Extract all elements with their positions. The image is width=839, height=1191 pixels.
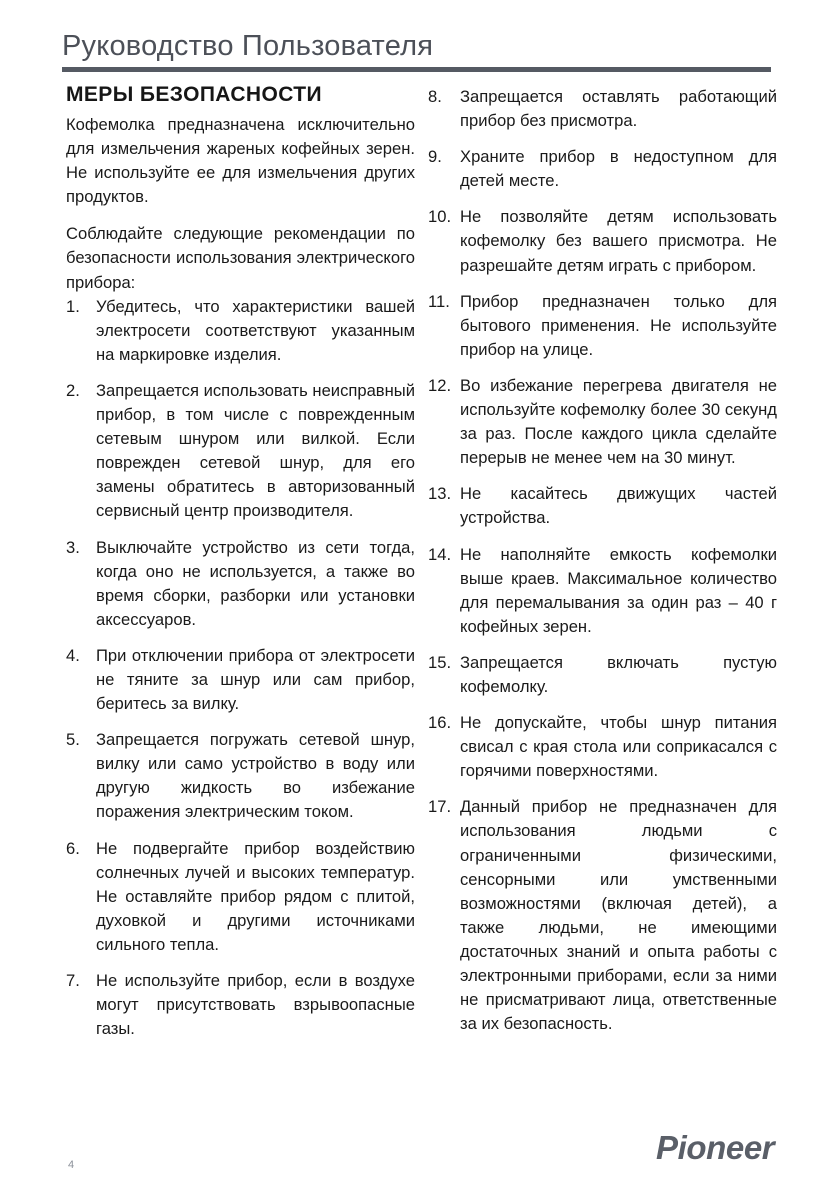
list-item-text: Выключайте устройство из сети тогда, когда оно не используется, а также во время сборки, разборки или установки аксессуаров.	[96, 537, 415, 629]
list-item-text: Запрещается погружать сетевой шнур, вилку или само устройство в воду или другую жидкость во избежание поражения электрическим током.	[96, 730, 415, 822]
list-item	[428, 795, 777, 1036]
list-item	[66, 536, 415, 632]
list-item-text: Не допускайте, чтобы шнур питания свисал с края стола или соприкасался с горячими поверхностями.	[460, 713, 777, 781]
list-item	[428, 651, 777, 699]
list-item-number: 8.	[428, 87, 442, 106]
list-item-text: Прибор предназначен только для бытового применения. Не используйте прибор на улице.	[460, 291, 777, 359]
list-item-text: Убедитесь, что характеристики вашей электросети соответствуют указанным на маркировке изделия.	[96, 296, 415, 364]
list-item	[428, 290, 777, 362]
page-title: Руководство Пользователя	[62, 30, 434, 62]
list-item-number: 4.	[66, 645, 80, 665]
list-item-text: Не используйте прибор, если в воздухе могут присутствовать взрывоопасные газы.	[96, 971, 415, 1039]
list-item	[66, 644, 415, 716]
list-item-text: Запрещается использовать неисправный прибор, в том числе с поврежденным сетевым шнуром или вилкой. Если поврежден сетевой шнур, для его замены обратитесь в авторизованный сервисный центр производителя.	[96, 380, 415, 521]
page-header	[62, 28, 772, 72]
right-column	[428, 85, 777, 1036]
list-item-number: 17.	[428, 797, 452, 817]
list-item	[428, 145, 777, 193]
list-item	[428, 482, 777, 530]
list-item	[66, 837, 415, 957]
intro-paragraph: Соблюдайте следующие рекомендации по безопасности использования электрического прибора:	[66, 224, 415, 292]
list-item-number: 3.	[66, 537, 80, 557]
list-item	[66, 969, 415, 1041]
list-item-number: 9.	[428, 147, 442, 167]
section-heading: МЕРЫ БЕЗОПАСНОСТИ	[66, 83, 322, 106]
list-item	[66, 728, 415, 824]
list-item-text: Данный прибор не предназначен для использования людьми с ограниченными физическими, сенсорными или умственными возможностями (включая детей), а также людьми, не имеющими достаточных знаний и опыта работы с электронными приборами, если за ними не присматривают лица, ответственные за их безопасность.	[460, 797, 777, 1034]
list-item	[428, 374, 777, 470]
list-item	[428, 711, 777, 783]
list-item-number: 10.	[428, 207, 452, 227]
list-item	[66, 295, 415, 367]
safety-list-right	[428, 85, 777, 1036]
list-item-number: 16.	[428, 713, 452, 733]
list-item-text: Не наполняйте емкость кофемолки выше краев. Максимальное количество для перемалывания за один раз – 40 г кофейных зерен.	[460, 544, 777, 636]
list-item-number: 1.	[66, 296, 80, 316]
intro-paragraphs	[66, 113, 415, 295]
list-item-text: Не подвергайте прибор воздействию солнечных лучей и высоких температур. Не оставляйте прибор рядом с плитой, духовкой и другими источниками сильного тепла.	[96, 838, 415, 954]
list-item-text: Во избежание перегрева двигателя не используйте кофемолку более 30 секунд за раз. После каждого цикла сделайте перерыв не менее чем на 30 минут.	[460, 375, 777, 468]
list-item	[66, 379, 415, 524]
list-item-text: Запрещается оставлять работающий прибор без присмотра.	[460, 87, 777, 131]
page-number: 4	[68, 1159, 75, 1171]
list-item-number: 12.	[428, 375, 452, 395]
header-divider	[62, 67, 771, 72]
left-column	[66, 113, 415, 1041]
list-item-number: 14.	[428, 544, 452, 564]
list-item-text: Не касайтесь движущих частей устройства.	[460, 484, 777, 528]
list-item-text: Не позволяйте детям использовать кофемолку без вашего присмотра. Не разрешайте детям играть с прибором.	[460, 207, 777, 275]
list-item	[428, 543, 777, 639]
list-item-number: 11.	[428, 291, 450, 311]
list-item	[428, 205, 777, 277]
list-item-number: 13.	[428, 484, 452, 504]
list-item-number: 5.	[66, 730, 80, 750]
list-item-text: Запрещается включать пустую кофемолку.	[460, 652, 777, 696]
intro-paragraph: Кофемолка предназначена исключительно для измельчения жареных кофейных зерен. Не используйте ее для измельчения других продуктов.	[66, 115, 415, 207]
list-item-number: 6.	[66, 838, 80, 858]
list-item-number: 7.	[66, 971, 80, 990]
brand-logo: Pioneer	[656, 1129, 775, 1166]
list-item-number: 15.	[428, 652, 452, 672]
safety-list-left	[66, 295, 415, 1042]
list-item	[428, 85, 777, 133]
list-item-text: Храните прибор в недоступном для детей месте.	[460, 147, 777, 191]
list-item-number: 2.	[66, 380, 80, 400]
list-item-text: При отключении прибора от электросети не тяните за шнур или сам прибор, беритесь за вилку.	[96, 645, 415, 714]
